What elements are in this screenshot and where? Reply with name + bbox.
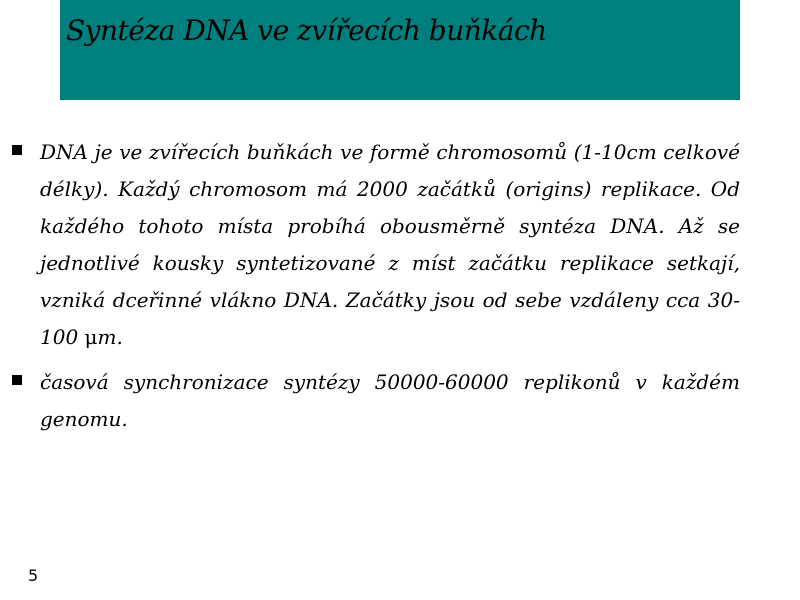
bullet-text: časová synchronizace syntézy 50000-60000 replikonů v každém genomu. — [40, 370, 740, 431]
slide-title: Syntéza DNA ve zvířecích buňkách — [66, 14, 547, 47]
square-bullet-icon — [12, 145, 22, 155]
bullet-item — [10, 134, 740, 356]
page-number: 5 — [28, 566, 39, 585]
bullet-text-end: m. — [97, 325, 123, 349]
micro-symbol: μ — [84, 325, 98, 349]
bullet-text: DNA je ve zvířecích buňkách ve formě chromosomů (1-10cm celkové délky). Každý chromosom má 2000 začátků (origins) replikace. Od každého tohoto místa probíhá obousměrně syntéza DNA. Až se jednotlivé kousky syntetizované z míst začátku replikace setkají, vzniká dceřinné vlákno DNA. Začátky jsou od sebe vzdáleny cca 30-100 — [40, 140, 740, 349]
bullet-list — [10, 134, 740, 446]
title-bar — [60, 0, 740, 100]
bullet-item — [10, 364, 740, 438]
square-bullet-icon — [12, 375, 22, 385]
